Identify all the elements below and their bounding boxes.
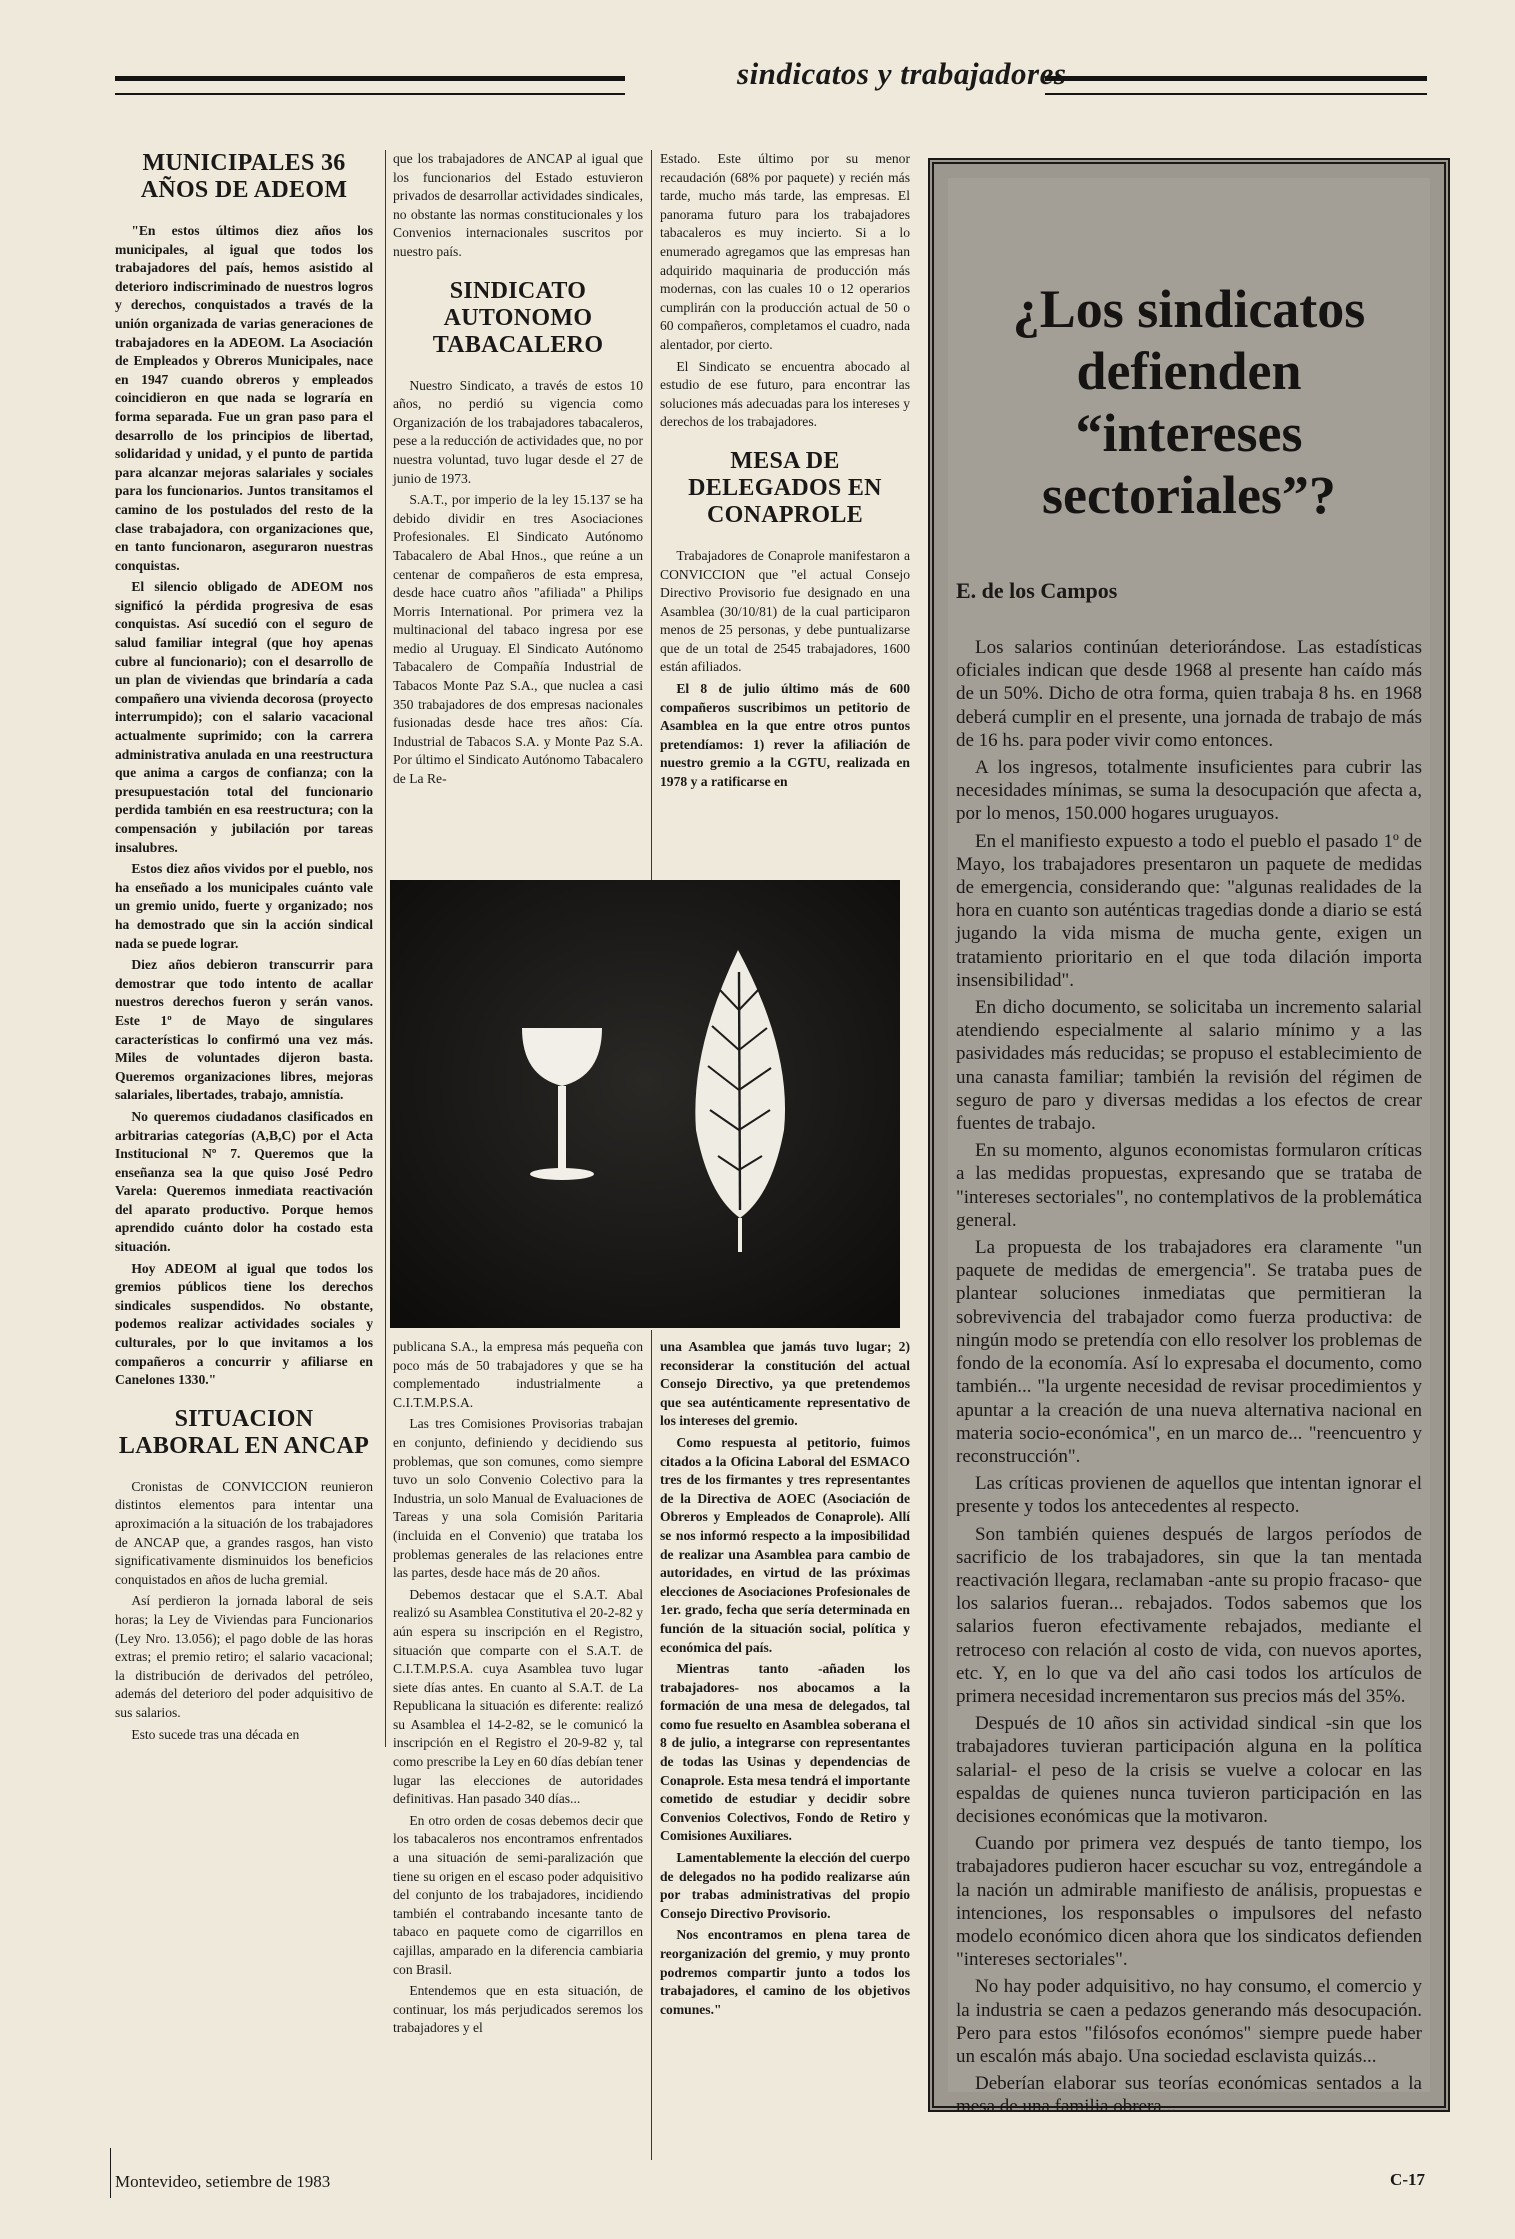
paragraph: Estos diez años vividos por el pueblo, nos ha enseñado a los municipales cuánto vale un gremio unido, fuerte y organizado; nos ha demostrado que sin la acción sindical nada se puede lograr. xyxy=(115,861,373,951)
paragraph: No hay poder adquisitivo, no hay consumo, el comercio y la industria se caen a pedazos generando más desocupación. Pero para estos "filósofos económos" siempre puede haber un escalón más abajo. Una sociedad esclavista quizás... xyxy=(956,1976,1422,2067)
paragraph: Mientras tanto -añaden los trabajadores- nos abocamos a la formación de una mesa de delegados, tal como fue resuelto en Asamblea soberana el 8 de julio, a integrarse con representantes de todas las Usinas y dependencias de Conaprole. Esta mesa tendrá el importante cometido de estudiar y decidir sobre Convenios Colectivos, Fondo de Retiro y Comisiones Auxiliares. xyxy=(660,1661,910,1844)
opinion-body xyxy=(956,636,1422,2123)
header-rule-right xyxy=(1045,76,1427,95)
page-number: C-17 xyxy=(1390,2170,1425,2189)
paragraph: La propuesta de los trabajadores era claramente "un paquete de medidas de emergencia". Se trataba pues de plantear soluciones inmediatas que permitieran la sobrevivencia del trabajador como fuerza productiva: de ningún modo se pretendía con ello resolver los problemas de fondo de la economía. Así lo expresaba el documento, como también... "la urgente necesidad de revisar procedimientos y apuntar a la creación de una nueva alternativa nacional en materia socio-económica", en un marco de... "reencuentro y reconstrucción". xyxy=(956,1237,1422,1467)
column-divider xyxy=(651,1330,652,2160)
paragraph: "En estos últimos diez años los municipales, al igual que todos los trabajadores del país, hemos asistido al deterioro indiscriminado de nuestros logros y derechos, conquistados a través de la unión organizada de varias generaciones de trabajadores en la ADEOM. La Asociación de Empleados y Obreros Municipales, nace en 1947 cuando obreros y empleados coincidieron en que nada se lograría en forma separada. Fue un gran paso para el desarrollo de los principios de libertad, solidaridad y unidad, y el punto de partida para alcanzar mejoras salariales y sociales para los funcionarios. Juntos transitamos el camino de los postulados del resto de la clase trabajadora, con organizaciones que, en tanto funcionaron, aseguraron nuestras conquistas. xyxy=(115,223,373,573)
paragraph: El silencio obligado de ADEOM nos significó la pérdida progresiva de esas conquistas. Así sucedió con el seguro de salud familiar integral (que hoy apenas cubre al funcionario); con el desarrollo de un plan de viviendas que brindaría a cada compañero una vivienda decorosa (proyecto interrumpido); con el salario vacacional actualmente suprimido; con la carrera administrativa anulada en una reestructura que anima a cargos de confianza; con la presupuestación total del funcionario perdida también en esa reestructura; con la compensación y jubilación por tareas insalubres. xyxy=(115,579,373,855)
article-title-ancap: SITUACION LABORAL EN ANCAP xyxy=(118,1405,370,1459)
page-header xyxy=(115,56,1427,102)
paragraph: Son también quienes después de largos períodos de sacrificio de los trabajadores, sin que la tan mentada reactivación llegara, reclamaban -ante su propio fracaso- que los salarios fueran... rebajados. Todos sabemos que los salarios fueron efectivamente rebajados, mediante el retroceso con relación al costo de vida, con nuevos aportes, etc. Y, en lo que va del año casi todos los artículos de primera necesidad incrementaron sus precios más del 35%. xyxy=(956,1523,1422,1707)
paragraph: En su momento, algunos economistas formularon críticas a las medidas propuestas, expresando que se trataba de "intereses sectoriales", no contemplativos de la problemática general. xyxy=(956,1140,1422,1231)
section-title: sindicatos y trabajadores xyxy=(737,56,1067,91)
paragraph: Las críticas provienen de aquellos que intentan ignorar el presente y todos los antecedentes al respecto. xyxy=(956,1473,1422,1518)
article-title-adeom: MUNICIPALES 36 AÑOS DE ADEOM xyxy=(140,150,348,203)
paragraph: que los trabajadores de ANCAP al igual que los funcionarios del Estado estuvieron privados de desarrollar actividades sindicales, no obstante las normas constitucionales y los Convenios internacionales suscritos por nuestro país. xyxy=(393,151,643,259)
paragraph: Trabajadores de Conaprole manifestaron a CONVICCION que "el actual Consejo Directivo Provisorio fue designado en una Asamblea (30/10/81) de la cual participaron menos de 25 personas, y debe puntualizarse que de un total de 2545 trabajadores, 1600 están afiliados. xyxy=(660,547,910,675)
paragraph: Los salarios continúan deteriorándose. Las estadísticas oficiales indican que desde 1968 al presente han caído más de un 50%. Dicho de otra forma, quien trabaja 8 hs. en 1968 deberá cumplir en el presente, una jornada de trabajo de más de 16 hs. para poder vivir como entonces. xyxy=(956,637,1422,751)
paragraph: Las tres Comisiones Provisorias trabajan en conjunto, definiendo y decidiendo sus problemas, que son comunes, como siempre tuvo un solo Convenio Colectivo para la Industria, un solo Manual de Evaluaciones de Tareas y una sola Comisión Paritaria (incluida en el Convenio) que trataba los problemas generales de las relaciones entre las partes, desde hace más de 20 años. xyxy=(393,1416,643,1581)
opinion-panel xyxy=(948,178,1430,2118)
paragraph: El 8 de julio último más de 600 compañeros suscribimos un petitorio de Asamblea en la que entre otros puntos pretendíamos: 1) rever la afiliación de nuestro gremio a la CGTU, realizada en 1978 y a ratificarse en xyxy=(660,681,910,790)
column-conaprole xyxy=(660,150,910,795)
paragraph: Debemos destacar que el S.A.T. Abal realizó su Asamblea Constitutiva el 20-2-82 y aún espera su inscripción en el Registro, situación que comparte con el S.A.T. de C.I.T.M.P.S.A. cuya Asamblea tuvo lugar siete días antes. En cuanto al S.A.T. de La Republicana la situación es diferente: realizó su Asamblea el 14-2-82, se le comunicó la inscripción en el Registro el 20-9-82 y, tal como prescribe la Ley en 60 días debían tener lugar las elecciones de autoridades definitivas. Han pasado 340 días... xyxy=(393,1586,643,1807)
paragraph: Como respuesta al petitorio, fuimos citados a la Oficina Laboral del ESMACO tres de los firmantes y tres representantes de la Directiva de AOEC (Asociación de Obreros y Empleados de Conaprole). Allí se nos informó respecto a la imposibilidad de realizar una Asamblea para cambio de autoridades, en virtud de las próximas elecciones de Asociaciones Profesionales de 1er. grado, fecha que sería determinada en función de la situación social, política y económica del país. xyxy=(660,1434,910,1655)
paragraph: Deberían elaborar sus teorías económicas sentados a la mesa de una familia obrera... xyxy=(956,2073,1422,2118)
paragraph: Nuestro Sindicato, a través de estos 10 años, no perdió su vigencia como Organización de los trabajadores tabacaleros, pese a la reducción de actividades que, no por nuestra voluntad, tuvo lugar desde el 27 de junio de 1973. xyxy=(393,377,643,486)
paragraph: Nos encontramos en plena tarea de reorganización del gremio, y muy pronto podremos compartir junto a todos los trabajadores, el camino de los objetivos comunes." xyxy=(660,1927,910,2017)
paragraph: En otro orden de cosas debemos decir que los tabacaleros nos encontramos enfrentados a una situación de semi-paralización que tiene su origen en el escaso poder adquisitivo del conjunto de los trabajadores, incidiendo también el contrabando incesante tanto de tabaco en paquete como de cigarrillos en cajillas, amparado en la diferencia cambiaria con Brasil. xyxy=(393,1812,643,1977)
paragraph: En dicho documento, se solicitaba un incremento salarial atendiendo especialmente al salario mínimo y a las pasividades más reducidas; se propuso el establecimiento de una canasta familiar; también la revisión del régimen de seguro de paro y diversas medidas a los efectos de crear fuentes de trabajo. xyxy=(956,997,1422,1135)
paragraph: Esto sucede tras una década en xyxy=(131,1726,300,1742)
margin-rule xyxy=(110,2148,111,2198)
paragraph: Después de 10 años sin actividad sindical -sin que los trabajadores tuvieran participación alguna en la política salarial- el peso de la crisis se vuelve a colocar en las espaldas de quienes nunca tuvieron participación en las decisiones económicas que la motivaron. xyxy=(956,1713,1422,1827)
header-rule-left xyxy=(115,76,625,95)
column-conaprole-continued xyxy=(660,1338,910,2022)
paragraph: No queremos ciudadanos clasificados en arbitrarias categorías (A,B,C) por el Acta Institucional Nº 7. Queremos que la enseñanza sea la que quiso José Pedro Varela: Queremos inmediata reactivación del aparato productivo. Porque hemos aprendido cuánto dolor ha costado esta situación. xyxy=(115,1108,373,1255)
column-tabacalero xyxy=(393,150,643,792)
opinion-box xyxy=(928,158,1450,2118)
paragraph: Cuando por primera vez después de tanto tiempo, los trabajadores pudieron hacer escuchar su voz, entregándole a la nación un admirable manifiesto de análisis, propuestas e intenciones, los responsables o impulsores del nefasto modelo económico dicen ahora que los sindicatos defienden "intereses sectoriales". xyxy=(956,1833,1422,1971)
paragraph: publicana S.A., la empresa más pequeña con poco más de 50 trabajadores y que se ha complementado industrialmente a C.I.T.M.P.S.A. xyxy=(393,1339,643,1410)
paragraph: Estado. Este último por su menor recaudación (68% por paquete) y recién más tarde, mucho más tarde, las empresas. El panorama futuro para los trabajadores tabacaleros es muy incierto. Si a lo enumerado agregamos que las empresas han adquirido maquinaria de producción más modernas, con las cuales 10 o 12 operarios cumplirán con la producción actual de 50 o 60 compañeros, completamos el cuadro, nada alentador, por cierto. xyxy=(660,151,910,352)
paragraph: Diez años debieron transcurrir para demostrar que todo intento de acallar nuestros derechos fueron y serán vanos. Este 1º de Mayo de singulares características lo confirmó una vez más. Miles de voluntades dijeron basta. Queremos organizaciones libres, mejoras salariales, libertades, trabajo, amnistía. xyxy=(115,957,373,1103)
column-divider xyxy=(651,150,652,880)
illustration-svg xyxy=(390,880,900,1328)
article-title-conaprole: MESA DE DELEGADOS EN CONAPROLE xyxy=(688,447,882,528)
paragraph: Entendemos que en esta situación, de continuar, los más perjudicados seremos los trabajadores y el xyxy=(393,1983,643,2036)
column-adeom xyxy=(115,150,386,1747)
paragraph: El Sindicato se encuentra abocado al estudio de ese futuro, para encontrar las soluciones más adecuadas para los intereses y derechos de los trabajadores. xyxy=(660,358,910,430)
opinion-byline: E. de los Campos xyxy=(956,578,1118,603)
paragraph: A los ingresos, totalmente insuficientes para cubrir las necesidades mínimas, se suma la desocupación que afecta a, por lo menos, 150.000 hogares uruguayos. xyxy=(956,757,1422,825)
paragraph: Hoy ADEOM al igual que todos los gremios públicos tiene los derechos sindicales suspendidos. No obstante, podemos realizar actividades sociales y culturales, por lo que invitamos a los compañeros a concurrir y afiliarse en Canelones 1330." xyxy=(115,1260,373,1388)
paragraph: Lamentablemente la elección del cuerpo de delegados no ha podido realizarse aún por trabas administrativas del propio Consejo Directivo Provisorio. xyxy=(660,1850,910,1921)
paragraph: Así perdieron la jornada laboral de seis horas; la Ley de Viviendas para Funcionarios (Ley Nro. 13.056); el pago doble de las horas extras; el premio retiro; el salario vacacional; la distribución de derivados del petróleo, además del deterioro del poder adquisitivo de sus salarios. xyxy=(115,1593,373,1720)
paragraph: Cronistas de CONVICCION reunieron distintos elementos para intentar una aproximación a la situación de los trabajadores de ANCAP que, a grandes rasgos, han visto significativamente disminuidos los beneficios conquistados en años de lucha gremial. xyxy=(115,1478,373,1587)
footer-dateline: Montevideo, setiembre de 1983 xyxy=(115,2172,331,2191)
article-title-tabacalero: SINDICATO AUTONOMO TABACALERO xyxy=(432,277,604,358)
paragraph: una Asamblea que jamás tuvo lugar; 2) reconsiderar la constitución del actual Consejo Directivo, ya que pretendemos que sea auténticamente representativo de los intereses del gremio. xyxy=(660,1339,910,1429)
opinion-title: ¿Los sindicatos defienden “intereses sectoriales”? xyxy=(1012,279,1366,525)
paragraph: En el manifiesto expuesto a todo el pueblo el pasado 1º de Mayo, los trabajadores presentaron un paquete de medidas de emergencia, considerando que: "algunas realidades de la hora en cuanto son auténticas tragedias donde a diario se está jugando la vida misma de mucha gente, exigen un tratamiento prioritario en el que toda dilación importa insensibilidad". xyxy=(956,830,1422,991)
column-tabacalero-continued xyxy=(393,1338,643,2041)
paragraph: S.A.T., por imperio de la ley 15.137 se ha debido dividir en tres Asociaciones Profesionales. El Sindicato Autónomo Tabacalero de Abal Hnos., que reúne a un centenar de compañeros de esta empresa, desde hace cuatro años "afiliada" a Philips Morris International. Por primera vez la multinacional del tabaco ingresa por ese medio al Uruguay. El Sindicato Autónomo Tabacalero de Compañía Industrial de Tabacos Monte Paz S.A., que nuclea a casi 350 trabajadores de dos empresas nacionales fusionadas desde hace tres años: Cía. Industrial de Tabacos S.A. y Monte Paz S.A. Por último el Sindicato Autónomo Tabacalero de La Re- xyxy=(393,492,643,787)
illustration-glass-leaf xyxy=(390,880,900,1328)
